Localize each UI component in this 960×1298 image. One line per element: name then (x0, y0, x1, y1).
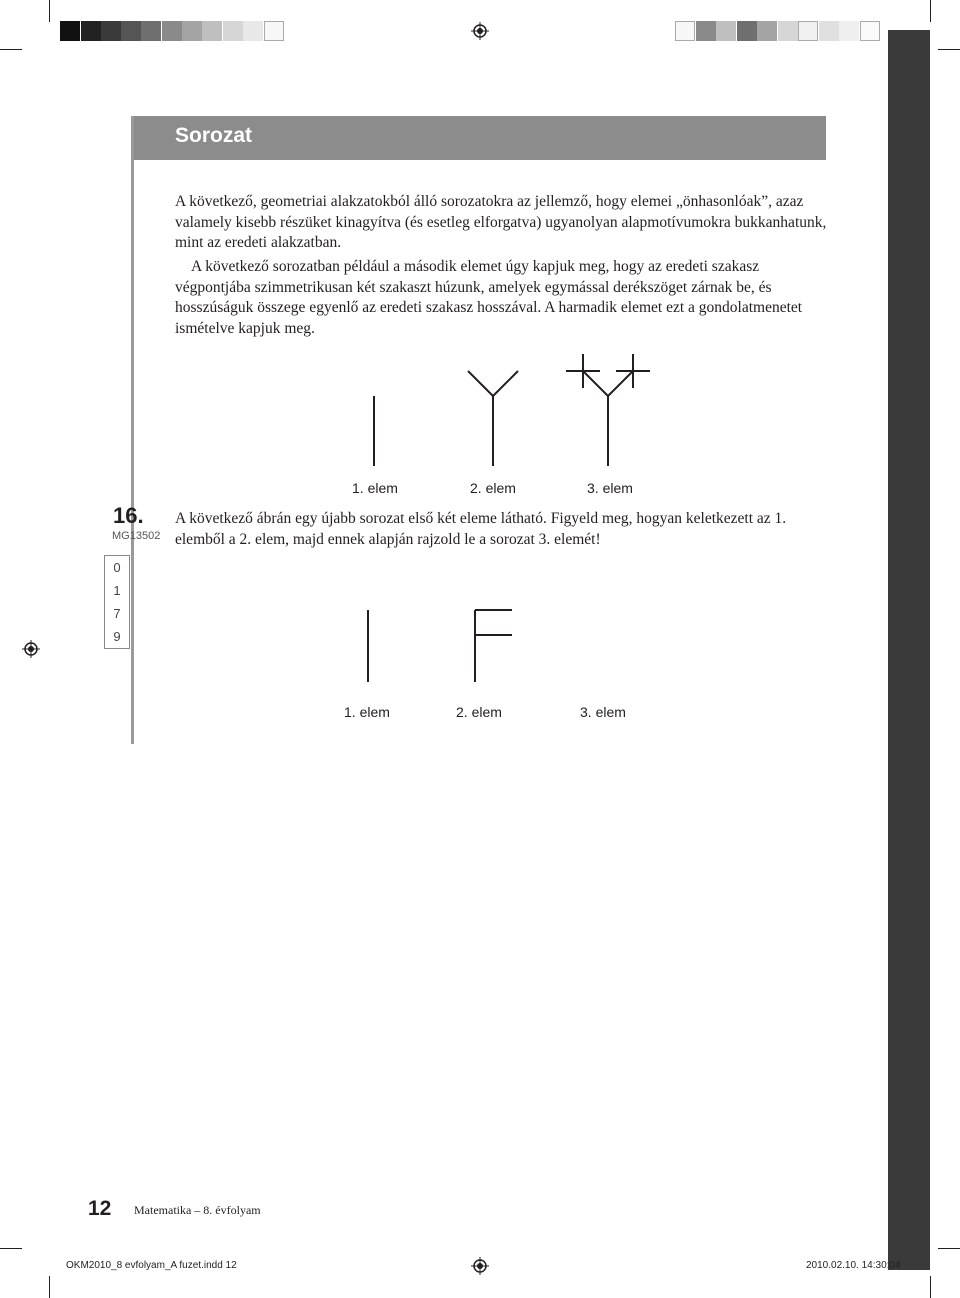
registration-mark-icon (471, 22, 489, 40)
page-edge-strip (888, 30, 930, 1270)
figure-2-sequence (350, 600, 650, 690)
score-box (104, 555, 130, 649)
figure-1-element-3 (566, 354, 650, 466)
footer-subject: Matematika – 8. évfolyam (134, 1203, 261, 1217)
slug-date: 2010.02.10. 14:30:04 (806, 1260, 901, 1271)
registration-mark-icon (471, 1257, 489, 1275)
figure-1-label-3: 3. elem (587, 480, 633, 496)
page-number: 12 (88, 1197, 112, 1220)
figure-2-label-2: 2. elem (456, 704, 502, 720)
question-number: 16. (113, 503, 144, 528)
figure-1-label-2: 2. elem (470, 480, 516, 496)
question-code: MG13502 (112, 530, 161, 542)
figure-1-element-2 (468, 371, 518, 466)
section-side-line (131, 116, 134, 744)
score-code-0: 0 (113, 560, 121, 575)
intro-paragraph-2: A következő sorozatban például a második elemet úgy kapjuk meg, hogy az eredeti szakasz végpontjába szimmetrikusan két szakaszt húzunk, amelyek egymással derékszöget zárnak be, és hosszúságuk összege egyenlő az eredeti szakasz hosszával. A harmadik elemet ezt a gondolatmenetet ismételve kapjuk meg. (175, 258, 803, 337)
score-code-9: 9 (113, 629, 121, 644)
figure-2-element-2 (475, 610, 512, 682)
score-code-1: 1 (113, 583, 121, 598)
slug-filename: OKM2010_8 evfolyam_A fuzet.indd 12 (66, 1260, 237, 1271)
figure-1-label-1: 1. elem (352, 480, 398, 496)
figure-2-label-3: 3. elem (580, 704, 626, 720)
figure-1-sequence (340, 350, 670, 470)
score-code-7: 7 (113, 606, 121, 621)
registration-mark-icon (22, 640, 40, 658)
intro-paragraph-1: A következő, geometriai alakzatokból álló sorozatokra az jellemző, hogy elemei „önhasonlóak”, azaz valamely kisebb részüket kinagyítva (és esetleg elforgatva) ugyanolyan alapmotívumokra bukkanhatunk, mint az eredeti alakzatban. (175, 193, 827, 251)
figure-2-label-1: 1. elem (344, 704, 390, 720)
question-text: A következő ábrán egy újabb sorozat első két eleme látható. Figyeld meg, hogyan keletkezett az 1. elemből a 2. elem, majd ennek alapján rajzold le a sorozat 3. elemét! (175, 510, 787, 548)
section-title: Sorozat (175, 124, 253, 147)
